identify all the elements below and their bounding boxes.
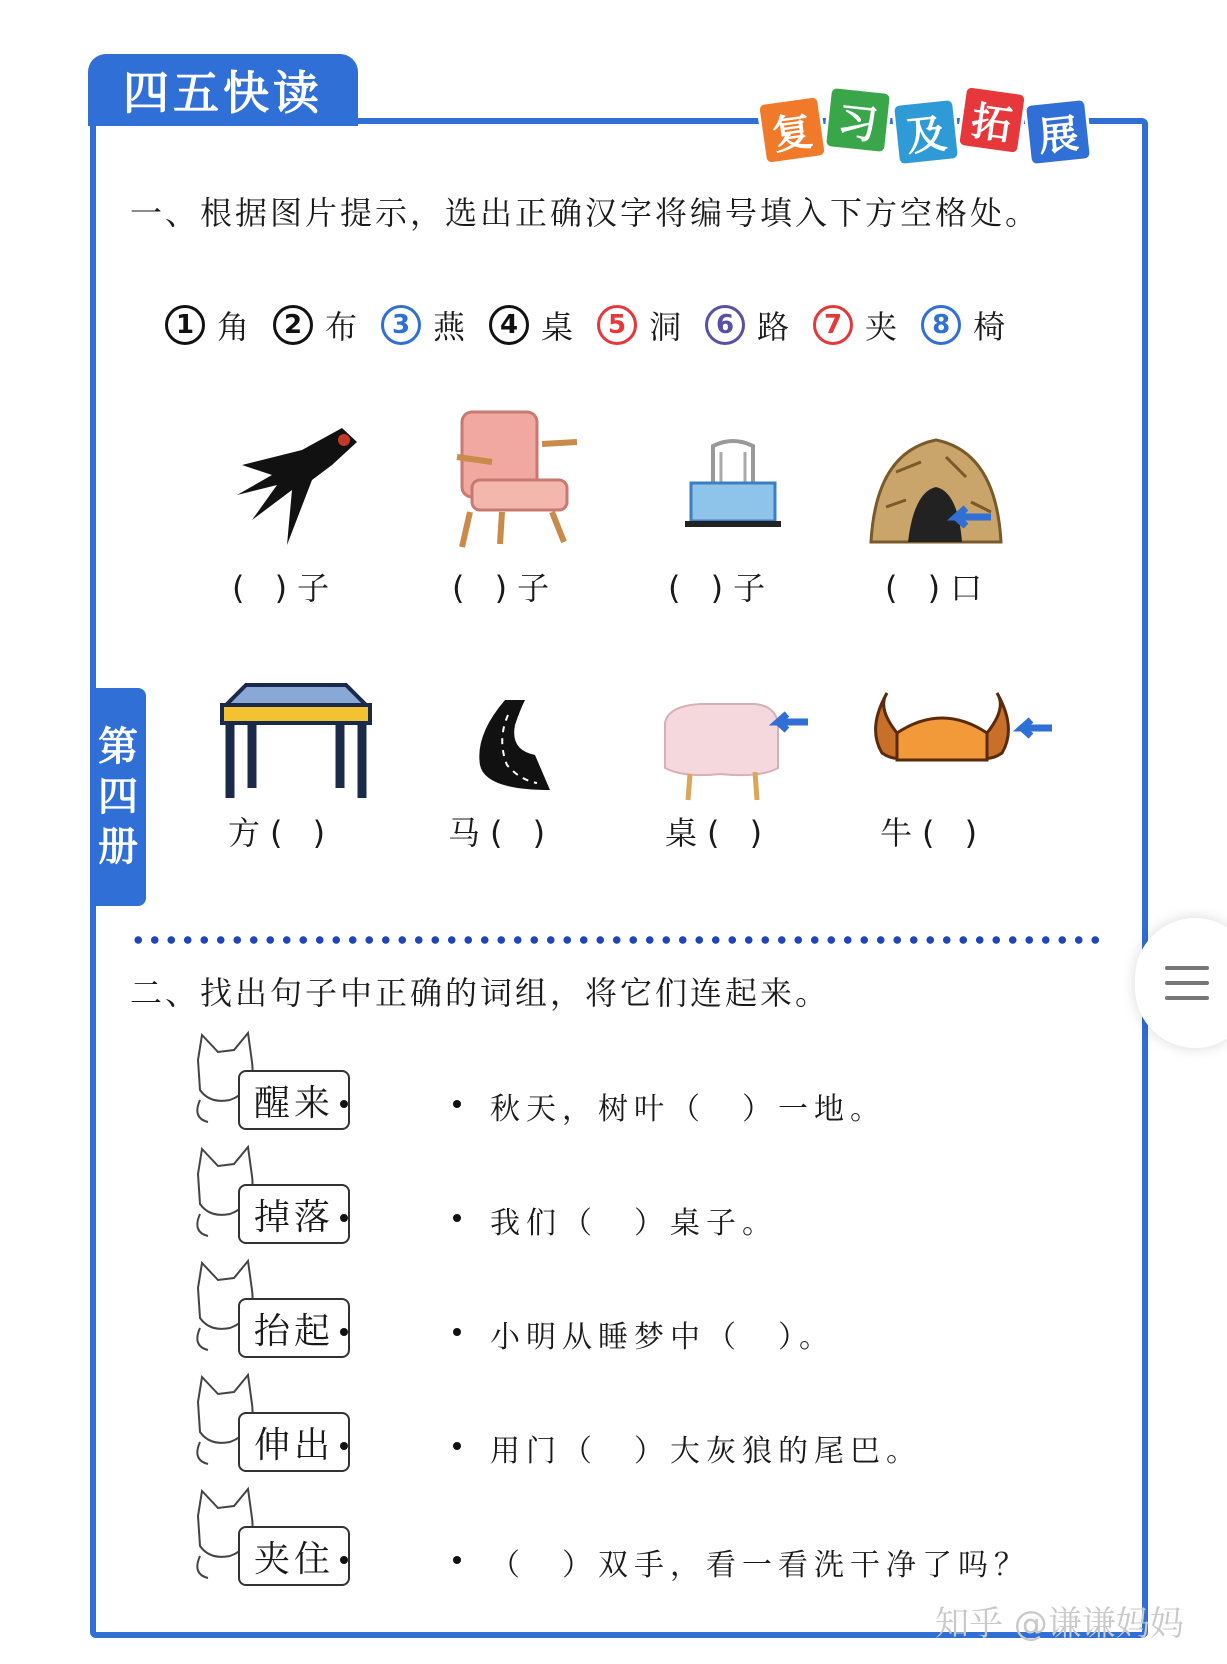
sentence: （ ）双手，看一看洗干净了吗？ [490, 1548, 1030, 1583]
word-connect-dot[interactable] [340, 1214, 348, 1222]
section2-instruction: 二、找出句子中正确的词组，将它们连起来。 [130, 974, 831, 1012]
word-connect-dot[interactable] [340, 1442, 348, 1450]
word-card[interactable] [190, 1030, 350, 1130]
banner-block-3: 及 [891, 97, 961, 167]
blank-label: 桌( ) [665, 814, 773, 852]
option-item [165, 302, 249, 348]
blank-label: ( )子 [232, 569, 340, 607]
section1-instruction: 一、根据图片提示，选出正确汉字将编号填入下方空格处。 [130, 194, 1041, 232]
banner-block-5: 展 [1023, 97, 1093, 167]
menu-icon [1165, 966, 1209, 970]
banner-block-2: 习 [823, 85, 893, 155]
armchair-picture [452, 402, 582, 552]
word-connect-dot[interactable] [340, 1100, 348, 1108]
option-char: 洞 [649, 308, 682, 346]
option-char: 角 [217, 308, 250, 346]
option-number: 3 [381, 305, 421, 345]
word-card[interactable] [190, 1258, 350, 1358]
word-label: 夹住 [238, 1526, 350, 1586]
sentence-connect-dot[interactable] [453, 1100, 461, 1108]
blank-label: 牛( ) [880, 814, 988, 852]
option-char: 燕 [433, 308, 466, 346]
banner-block-1: 复 [756, 94, 828, 166]
word-label: 掉落 [238, 1184, 350, 1244]
word-label: 抬起 [238, 1298, 350, 1358]
option-char: 路 [757, 308, 790, 346]
word-card[interactable] [190, 1372, 350, 1472]
volume-side-tab [90, 688, 146, 906]
option-item [921, 302, 1005, 348]
ox-horn-picture [862, 688, 1052, 788]
banner-blocks [760, 86, 1130, 176]
word-connect-dot[interactable] [340, 1556, 348, 1564]
word-card[interactable] [190, 1144, 350, 1244]
sentence-connect-dot[interactable] [453, 1442, 461, 1450]
word-label: 醒来 [238, 1070, 350, 1130]
cave-picture [866, 432, 1006, 547]
option-number: 2 [273, 305, 313, 345]
side-tab-char: 四 [98, 774, 138, 820]
page-title: 四五快读 [123, 66, 323, 120]
option-item [273, 302, 357, 348]
sentence-connect-dot[interactable] [453, 1556, 461, 1564]
option-char: 椅 [973, 308, 1006, 346]
option-item [489, 302, 573, 348]
sentence: 我们（ ）桌子。 [490, 1206, 778, 1241]
option-number: 8 [921, 305, 961, 345]
word-connect-dot[interactable] [340, 1328, 348, 1336]
watermark: 知乎 @谦谦妈妈 [935, 1604, 1184, 1644]
option-char: 布 [325, 308, 358, 346]
menu-icon [1165, 996, 1209, 1000]
sentence: 小明从睡梦中（ ）。 [490, 1320, 835, 1355]
options-list [165, 300, 1085, 350]
title-tab [88, 54, 358, 126]
blank-label: 方( ) [228, 814, 336, 852]
option-item [381, 302, 465, 348]
swallow-picture [232, 420, 362, 550]
side-tab-char: 第 [98, 724, 138, 770]
option-item [813, 302, 897, 348]
option-number: 6 [705, 305, 745, 345]
menu-button[interactable] [1135, 918, 1227, 1048]
square-table-picture [216, 680, 376, 800]
word-label: 伸出 [238, 1412, 350, 1472]
sentence: 用门（ ）大灰狼的尾巴。 [490, 1434, 922, 1469]
option-item [597, 302, 681, 348]
option-number: 1 [165, 305, 205, 345]
word-card[interactable] [190, 1486, 350, 1586]
blank-label: 马( ) [448, 814, 556, 852]
road-picture [465, 695, 555, 795]
option-char: 夹 [865, 308, 898, 346]
side-tab-char: 册 [98, 824, 138, 870]
blank-label: ( )子 [452, 569, 560, 607]
banner-block-4: 拓 [956, 84, 1028, 156]
sentence-connect-dot[interactable] [453, 1214, 461, 1222]
blank-label: ( )子 [668, 569, 776, 607]
option-char: 桌 [541, 308, 574, 346]
menu-icon [1165, 981, 1209, 985]
option-item [705, 302, 789, 348]
option-number: 7 [813, 305, 853, 345]
sentence: 秋天，树叶（ ）一地。 [490, 1092, 886, 1127]
option-number: 5 [597, 305, 637, 345]
option-number: 4 [489, 305, 529, 345]
binder-clip-picture [683, 438, 783, 538]
sentence-connect-dot[interactable] [453, 1328, 461, 1336]
dotted-divider [130, 936, 1100, 944]
tablecloth-picture [660, 698, 810, 803]
blank-label: ( )口 [885, 569, 993, 607]
